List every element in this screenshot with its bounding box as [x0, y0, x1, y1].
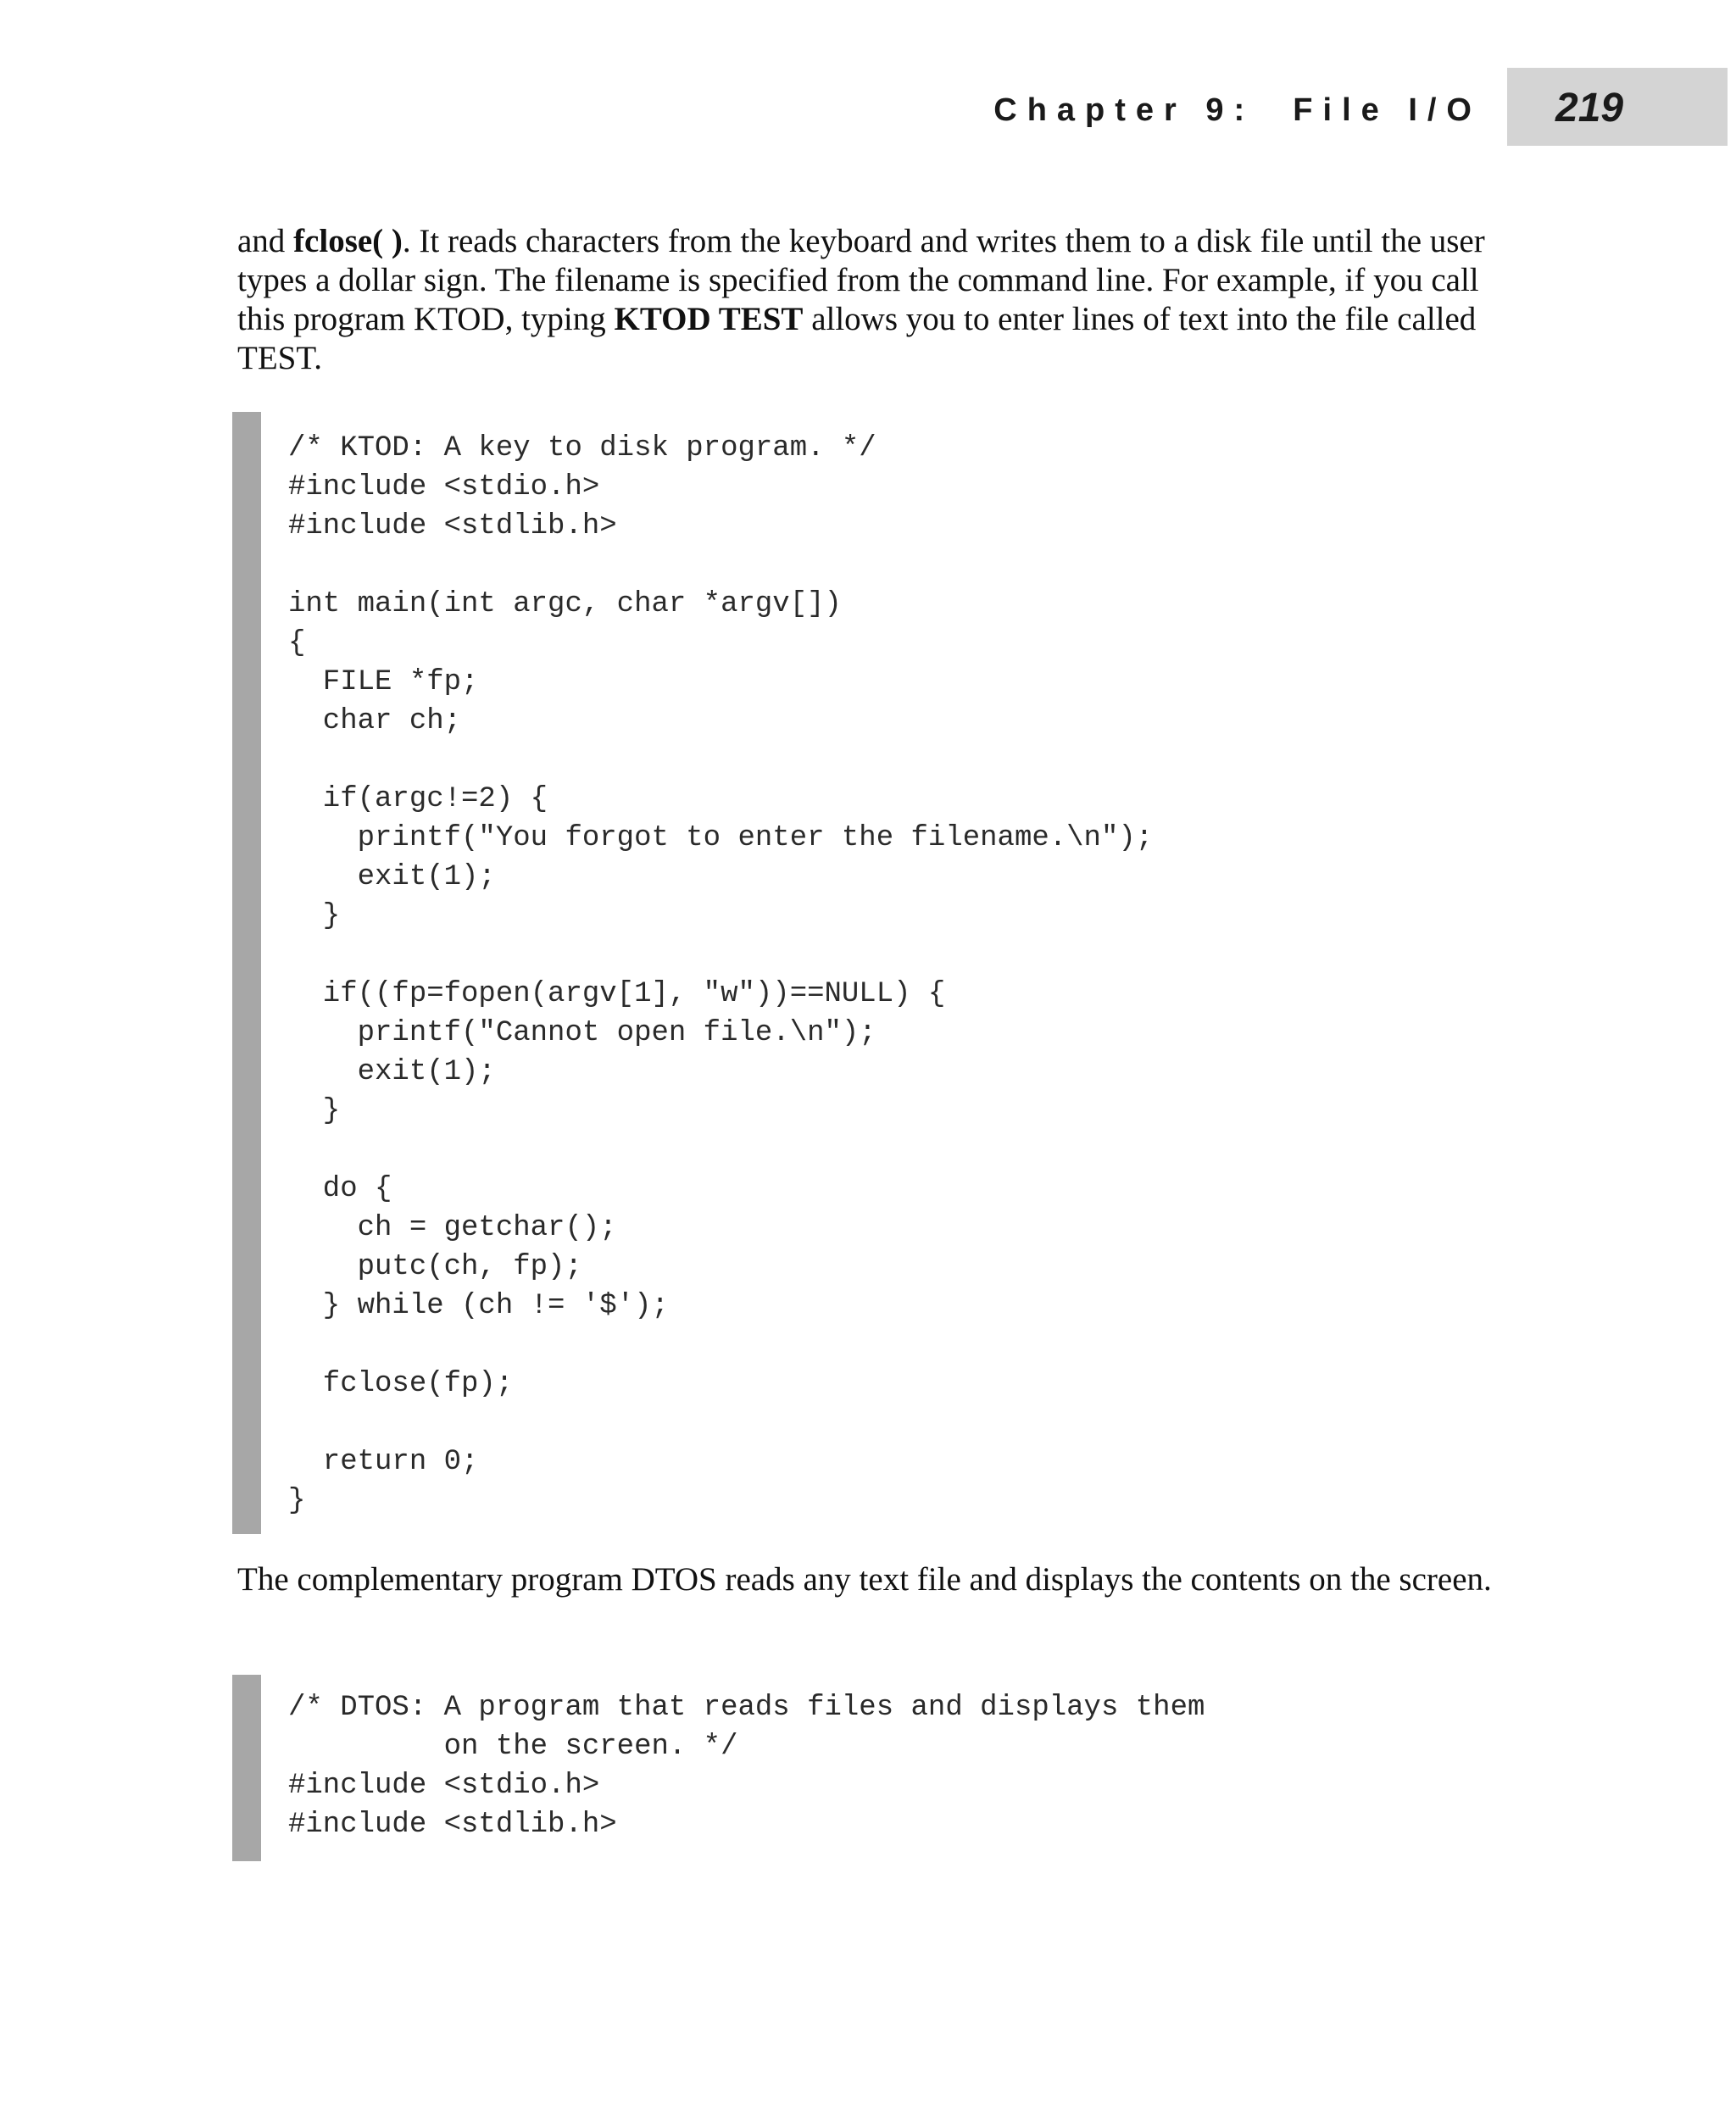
ktod-code: /* KTOD: A key to disk program. */ #include <stdio.h> #include <stdlib.h> int main(int argc, char *argv[]) { FILE *fp; char ch; if(argc!=2) { printf("You forgot to enter the filename.\n"); exit(1); } if((fp=fopen(argv[1], "w"))==NULL) { printf("Cannot open file.\n"); exit(1); } do { ch = getchar(); putc(ch, fp); } while (ch != '$'); fclose(fp); return 0; }	[288, 432, 1154, 1517]
dtos-code-listing	[232, 1675, 1504, 1861]
running-header-chapter: Chapter 9: File I/O	[993, 92, 1482, 128]
dtos-paragraph: The complementary program DTOS reads any text file and displays the contents on the screen.	[237, 1561, 1492, 1598]
intro-mid: . It reads characters from the keyboard and writes them to a disk file until the user types a dollar sign. The filename is specified from the command line. For example, if you call this program KTOD, typing	[237, 223, 1485, 337]
intro-lead: and	[237, 223, 294, 259]
intro-paragraph	[237, 222, 1509, 378]
fclose-term: fclose( )	[293, 223, 403, 259]
intro-tail: allows you to enter lines of text into the file called TEST.	[237, 301, 1477, 376]
ktod-test-command: KTOD TEST	[614, 301, 804, 337]
ktod-code-listing	[232, 412, 1504, 1534]
page-number: 219	[1555, 86, 1624, 131]
dtos-code: /* DTOS: A program that reads files and displays them on the screen. */ #include <stdio.h> #include <stdlib.h>	[288, 1692, 1205, 1841]
